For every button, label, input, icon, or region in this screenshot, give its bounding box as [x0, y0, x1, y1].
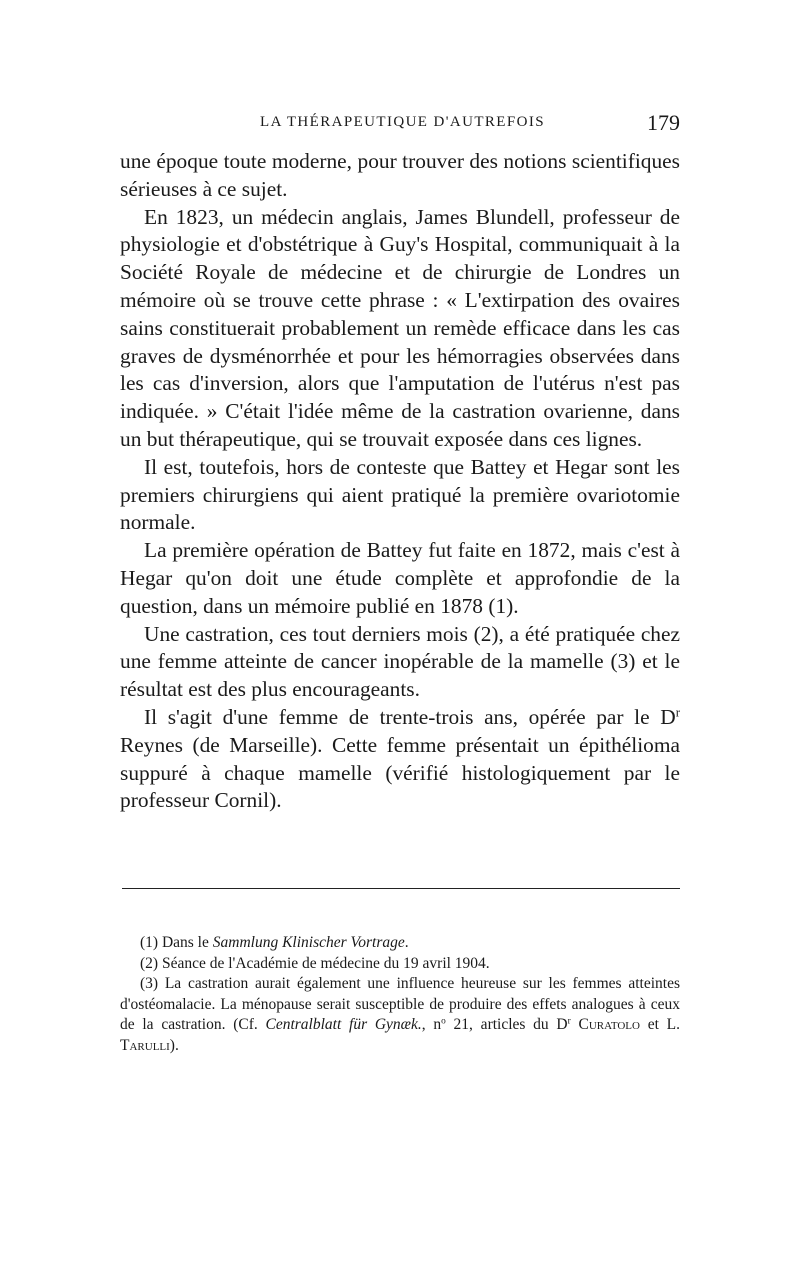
running-head [120, 112, 680, 138]
paragraph-4: La première opération de Battey fut faite en 1872, mais c'est à Hegar qu'on doit une étude complète et approfondie de la question, dans un mémoire publié en 1878 (1). [120, 538, 680, 618]
footnote-2: (2) Séance de l'Académie de médecine du 19 avril 1904. [140, 954, 490, 972]
footnote-3-text-e: ). [169, 1036, 179, 1054]
paragraph-1: une époque toute moderne, pour trouver des notions scientifiques sérieuses à ce sujet. [120, 149, 680, 201]
paragraph-6 [120, 704, 680, 815]
footnote-1-suffix: . [404, 934, 409, 951]
footnote-1-title: Sammlung Klinischer Vortrage [212, 934, 405, 951]
footnote-3 [120, 974, 680, 1056]
footnote-1 [120, 933, 680, 954]
paragraph-2: En 1823, un médecin anglais, James Blundell, professeur de physiologie et d'obstétrique à Guy's Hospital, communiquait à la Société Royale de médecine et de chirurgie de Londres un mémoire où se trouve cette phrase : « L'extirpation des ovaires sains constituerait probablement un remède efficace dans les cas graves de dysménorrhée et pour les hémorragies observées dans les cas d'inversion, alors que l'amputation de l'utérus n'est pas indiquée. » C'était l'idée même de la castration ovarienne, dans un but thérapeutique, qui se trouvait exposée dans ces lignes. [120, 204, 680, 451]
footnote-3-superscript-r: r [567, 1016, 571, 1027]
paragraph-5: Une castration, ces tout derniers mois (2), a été pratiquée chez une femme atteinte de cancer inopérable de la mamelle (3) et le résultat est des plus encourageants. [120, 621, 680, 702]
footnote-3-journal: Centralblatt für Gynæk. [265, 1016, 422, 1034]
body-text [120, 148, 680, 815]
footnote-3-superscript-o: o [441, 1016, 446, 1027]
page-number: 179 [647, 110, 680, 135]
paragraph-6-superscript: r [675, 705, 680, 720]
footnote-3-text-d: et L. [639, 1016, 681, 1034]
footnote-3-author-2: Tarulli [120, 1036, 170, 1054]
paragraph-6-text-b: Reynes (de Marseille). Cette femme présentait un épithélioma suppuré à chaque mamelle (vérifié histologiquement par le professeur Cornil). [120, 732, 680, 813]
footnote-1-prefix: (1) Dans le [140, 934, 213, 951]
footnote-3-text-c: 21, articles du D [445, 1016, 568, 1034]
footnote-3-text-b: , n [421, 1016, 442, 1034]
footnote-3-author-1: Curatolo [578, 1016, 640, 1034]
footnotes [120, 933, 680, 1057]
footnote-3-text-a: (3) La castration aurait également une influence heureuse sur les femmes atteintes d'ostéomalacie. La ménopause serait susceptible de produire des effets analogues à ceux de la castration. (Cf. [120, 975, 680, 1034]
paragraph-3: Il est, toutefois, hors de conteste que Battey et Hegar sont les premiers chirurgiens qui aient pratiqué la première ovariotomie normale. [120, 454, 680, 535]
running-title: LA THÉRAPEUTIQUE D'AUTREFOIS [260, 114, 545, 130]
paragraph-6-text-a: Il s'agit d'une femme de trente-trois ans, opérée par le D [144, 704, 676, 729]
footnote-rule [122, 888, 680, 889]
